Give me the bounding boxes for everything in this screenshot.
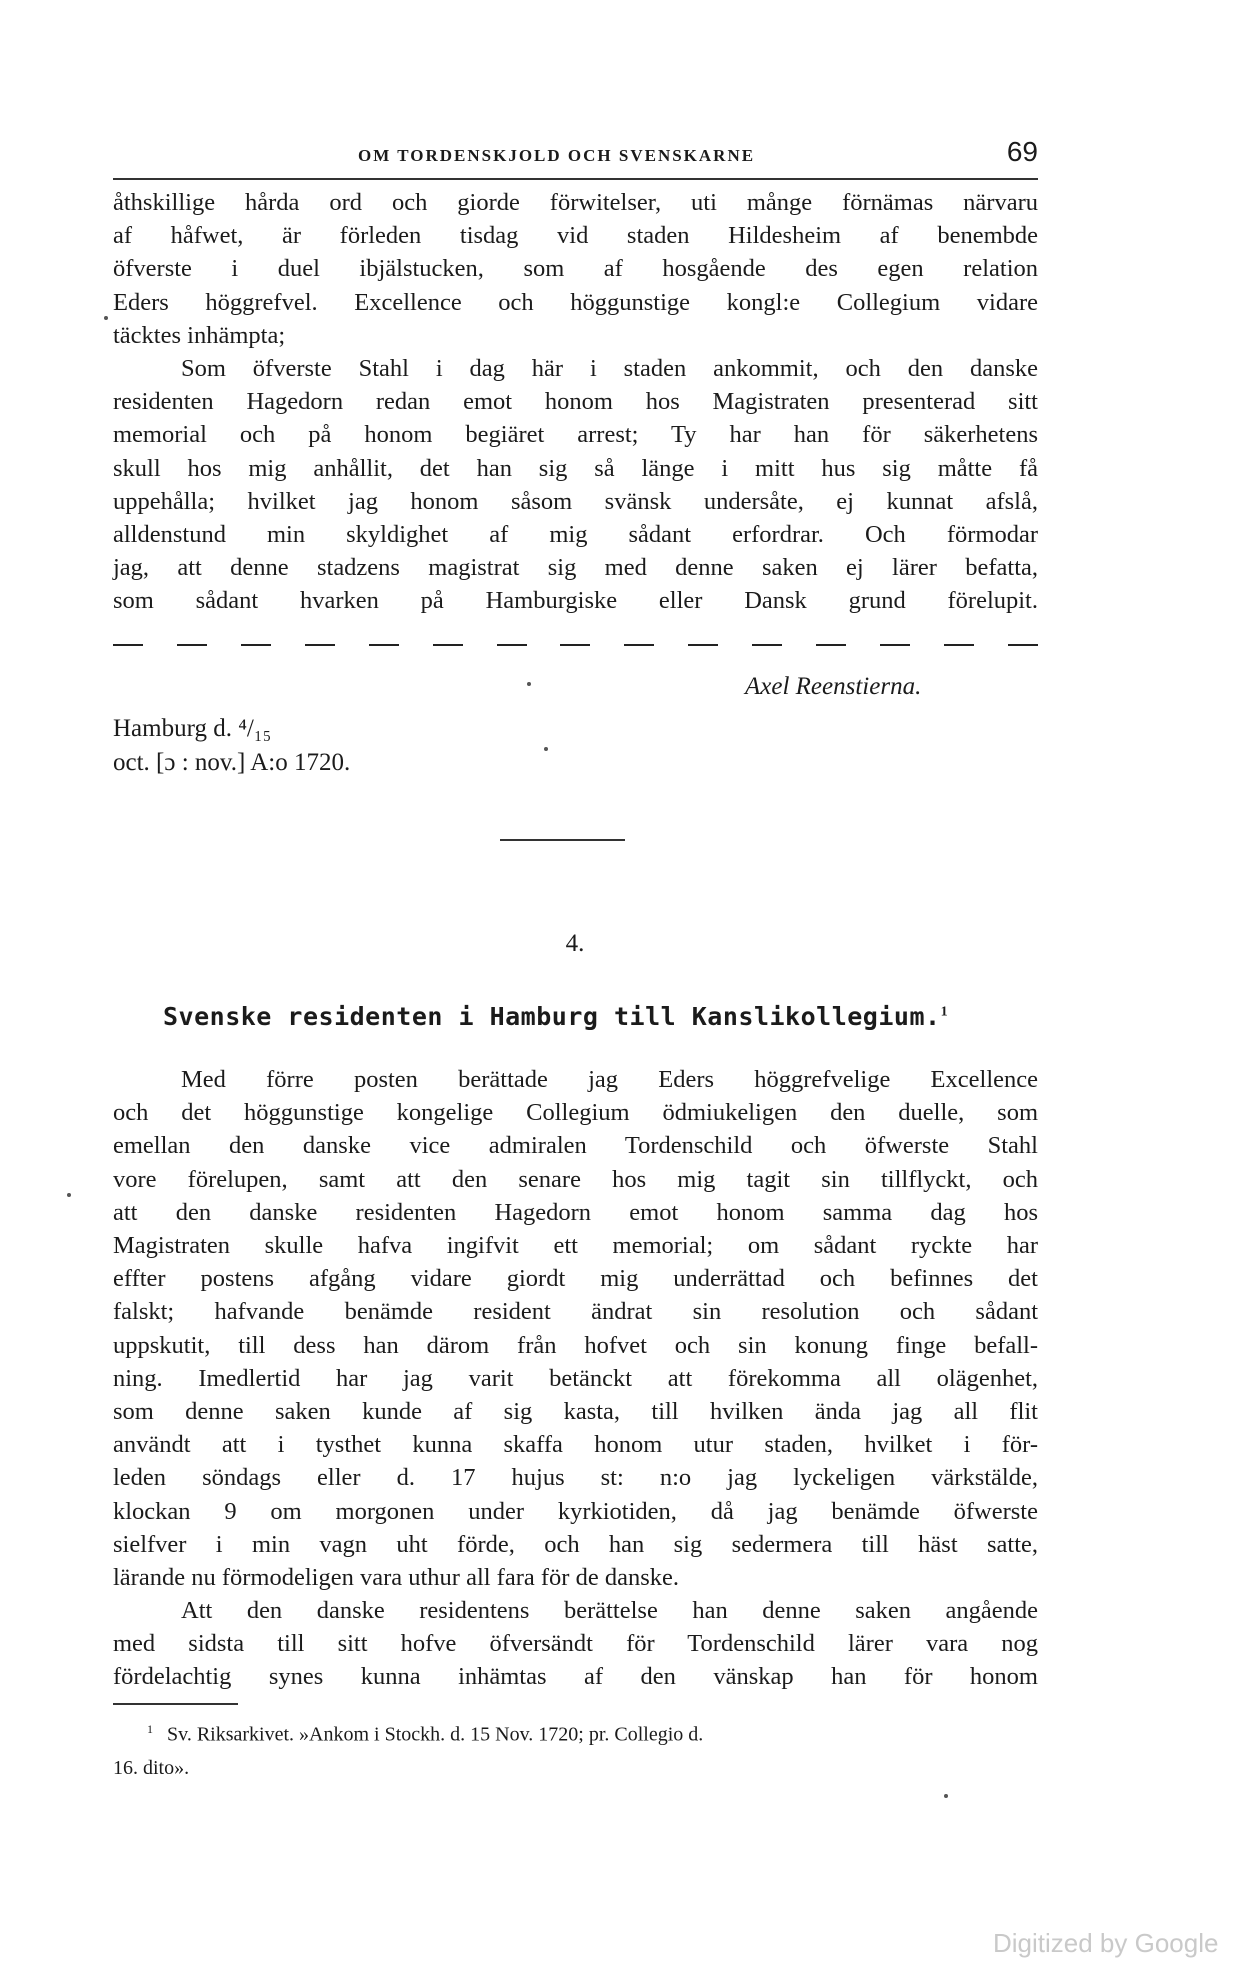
text-line: fördelachtig synes kunna inhämtas af den vänskap han för honom: [113, 1663, 1038, 1691]
dash: [497, 644, 527, 646]
scan-speck: [544, 747, 548, 751]
footnote-rule: [113, 1703, 238, 1705]
text-line: alldenstund min skyldighet af mig sådant erfordrar. Och förmodar: [113, 521, 1038, 549]
text-line: sielfver i min vagn uht förde, och han sig sedermera till häst satte,: [113, 1530, 1038, 1558]
text-line: Med förre posten berättade jag Eders höggrefvelige Excellence: [181, 1066, 1038, 1093]
scan-speck: [527, 682, 531, 686]
text-line: uppehålla; hvilket jag honom såsom svänsk undersåte, ej kunnat afslå,: [113, 487, 1038, 515]
text-line: klockan 9 om morgonen under kyrkiotiden, då jag benämde öfwerste: [113, 1497, 1038, 1525]
text-line: vore förelupen, samt att den senare hos mig tagit sin tillflyckt, och: [113, 1165, 1038, 1193]
header-rule: [113, 178, 1038, 180]
dash: [624, 644, 654, 646]
footnote-reference[interactable]: 1: [940, 1004, 949, 1020]
dash: [369, 644, 399, 646]
document-paragraph-2: [113, 1594, 1038, 1694]
document-title: [163, 1002, 948, 1031]
text-line: Eders höggrefvel. Excellence och höggunstige kongl:e Collegium vidare: [113, 288, 1038, 316]
scan-speck: [104, 316, 108, 320]
dash: [1008, 644, 1038, 646]
scan-speck: [944, 1794, 948, 1798]
dash: [752, 644, 782, 646]
place-date-line-2: oct. [ɔ : nov.] A:o 1720.: [113, 749, 351, 776]
text-line: ning. Imedlertid har jag varit betänckt att förekomma all olägenhet,: [113, 1364, 1038, 1392]
dash: [433, 644, 463, 646]
place-date-line-1: Hamburg d. ⁴/₁₅: [113, 715, 272, 742]
footnote-mark-text: 1: [147, 1722, 153, 1736]
text-line: uppskutit, till dess han därom från hofvet och sin konung finge befall-: [113, 1331, 1038, 1359]
footnote-line-2: 16. dito».: [113, 1756, 190, 1779]
signature: Axel Reenstierna.: [745, 673, 922, 700]
footnote: [113, 1713, 1038, 1785]
dash: [560, 644, 590, 646]
text-line: att den danske residenten Hagedorn emot honom samma dag hos: [113, 1198, 1038, 1226]
letter-continued-paragraph: [113, 186, 1038, 352]
dash: [113, 644, 143, 646]
text-line: öfverste i duel ibjälstucken, som af hosgående des egen relation: [113, 255, 1038, 283]
dash-separator: [113, 644, 1038, 648]
footnote-line-1: [113, 1713, 1038, 1752]
text-line: Som öfverste Stahl i dag här i staden ankommit, och den danske: [181, 355, 1038, 382]
text-line: Att den danske residentens berättelse han denne saken angående: [181, 1597, 1038, 1624]
text-line: emellan den danske vice admiralen Tordenschild och öfwerste Stahl: [113, 1132, 1038, 1160]
dash: [305, 644, 335, 646]
text-line: med sidsta till sitt hofve öfversändt för Tordenschild lärer vara nog: [113, 1630, 1038, 1658]
text-line: som denne saken kunde af sig kasta, till hvilken ända jag all flit: [113, 1398, 1038, 1426]
text-line: af håfwet, är förleden tisdag vid staden Hildesheim af benembde: [113, 222, 1038, 250]
running-head: OM TORDENSKJOLD OCH SVENSKARNE: [358, 146, 756, 165]
letter-paragraph-2: [113, 352, 1038, 618]
text-line: memorial och på honom begiäret arrest; Ty har han för säkerhetens: [113, 421, 1038, 449]
document-paragraph-1: [113, 1063, 1038, 1594]
digitized-watermark: Digitized by Google: [993, 1928, 1219, 1958]
text-line: åthskillige hårda ord och giorde förwitelser, uti månge förnämas närvaru: [113, 189, 1038, 216]
page-number: 69: [1006, 136, 1038, 167]
text-line: leden söndags eller d. 17 hujus st: n:o jag lyckeligen värkstälde,: [113, 1464, 1038, 1492]
dash: [177, 644, 207, 646]
text-line: lärande nu förmodeligen vara uthur all fara för de danske.: [113, 1564, 679, 1592]
page-header: [113, 136, 1038, 176]
text-line: Magistraten skulle hafva ingifvit ett memorial; om sådant ryckte har: [113, 1232, 1038, 1260]
dash: [816, 644, 846, 646]
place-date: [113, 712, 350, 780]
dash: [944, 644, 974, 646]
dash: [241, 644, 271, 646]
text-line: och det höggunstige kongelige Collegium ödmiukeligen den duelle, som: [113, 1099, 1038, 1127]
text-line: effter postens afgång vidare giordt mig underrättad och befinnes det: [113, 1265, 1038, 1293]
text-line: som sådant hvarken på Hamburgiske eller Dansk grund förelupit.: [113, 587, 1038, 615]
text-line: användt att i tysthet kunna skaffa honom utur staden, hvilket i för-: [113, 1431, 1038, 1459]
document-number: 4.: [565, 930, 585, 957]
dash: [688, 644, 718, 646]
text-line: residenten Hagedorn redan emot honom hos Magistraten presenterad sitt: [113, 388, 1038, 416]
section-rule: [500, 839, 625, 841]
document-title-text: Svenske residenten i Hamburg till Kanslikollegium.: [163, 1002, 941, 1031]
footnote-text: Sv. Riksarkivet. »Ankom i Stockh. d. 15 Nov. 1720; pr. Collegio d.: [167, 1723, 704, 1746]
footnote-mark: [113, 1713, 153, 1752]
text-line: falskt; hafvande benämde resident ändrat sin resolution och sådant: [113, 1298, 1038, 1326]
text-line: täcktes inhämpta;: [113, 321, 286, 349]
text-line: skull hos mig anhållit, det han sig så länge i mitt hus sig måtte få: [113, 454, 1038, 482]
scan-speck: [67, 1193, 71, 1197]
dash: [880, 644, 910, 646]
text-line: jag, att denne stadzens magistrat sig med denne saken ej lärer befatta,: [113, 554, 1038, 582]
